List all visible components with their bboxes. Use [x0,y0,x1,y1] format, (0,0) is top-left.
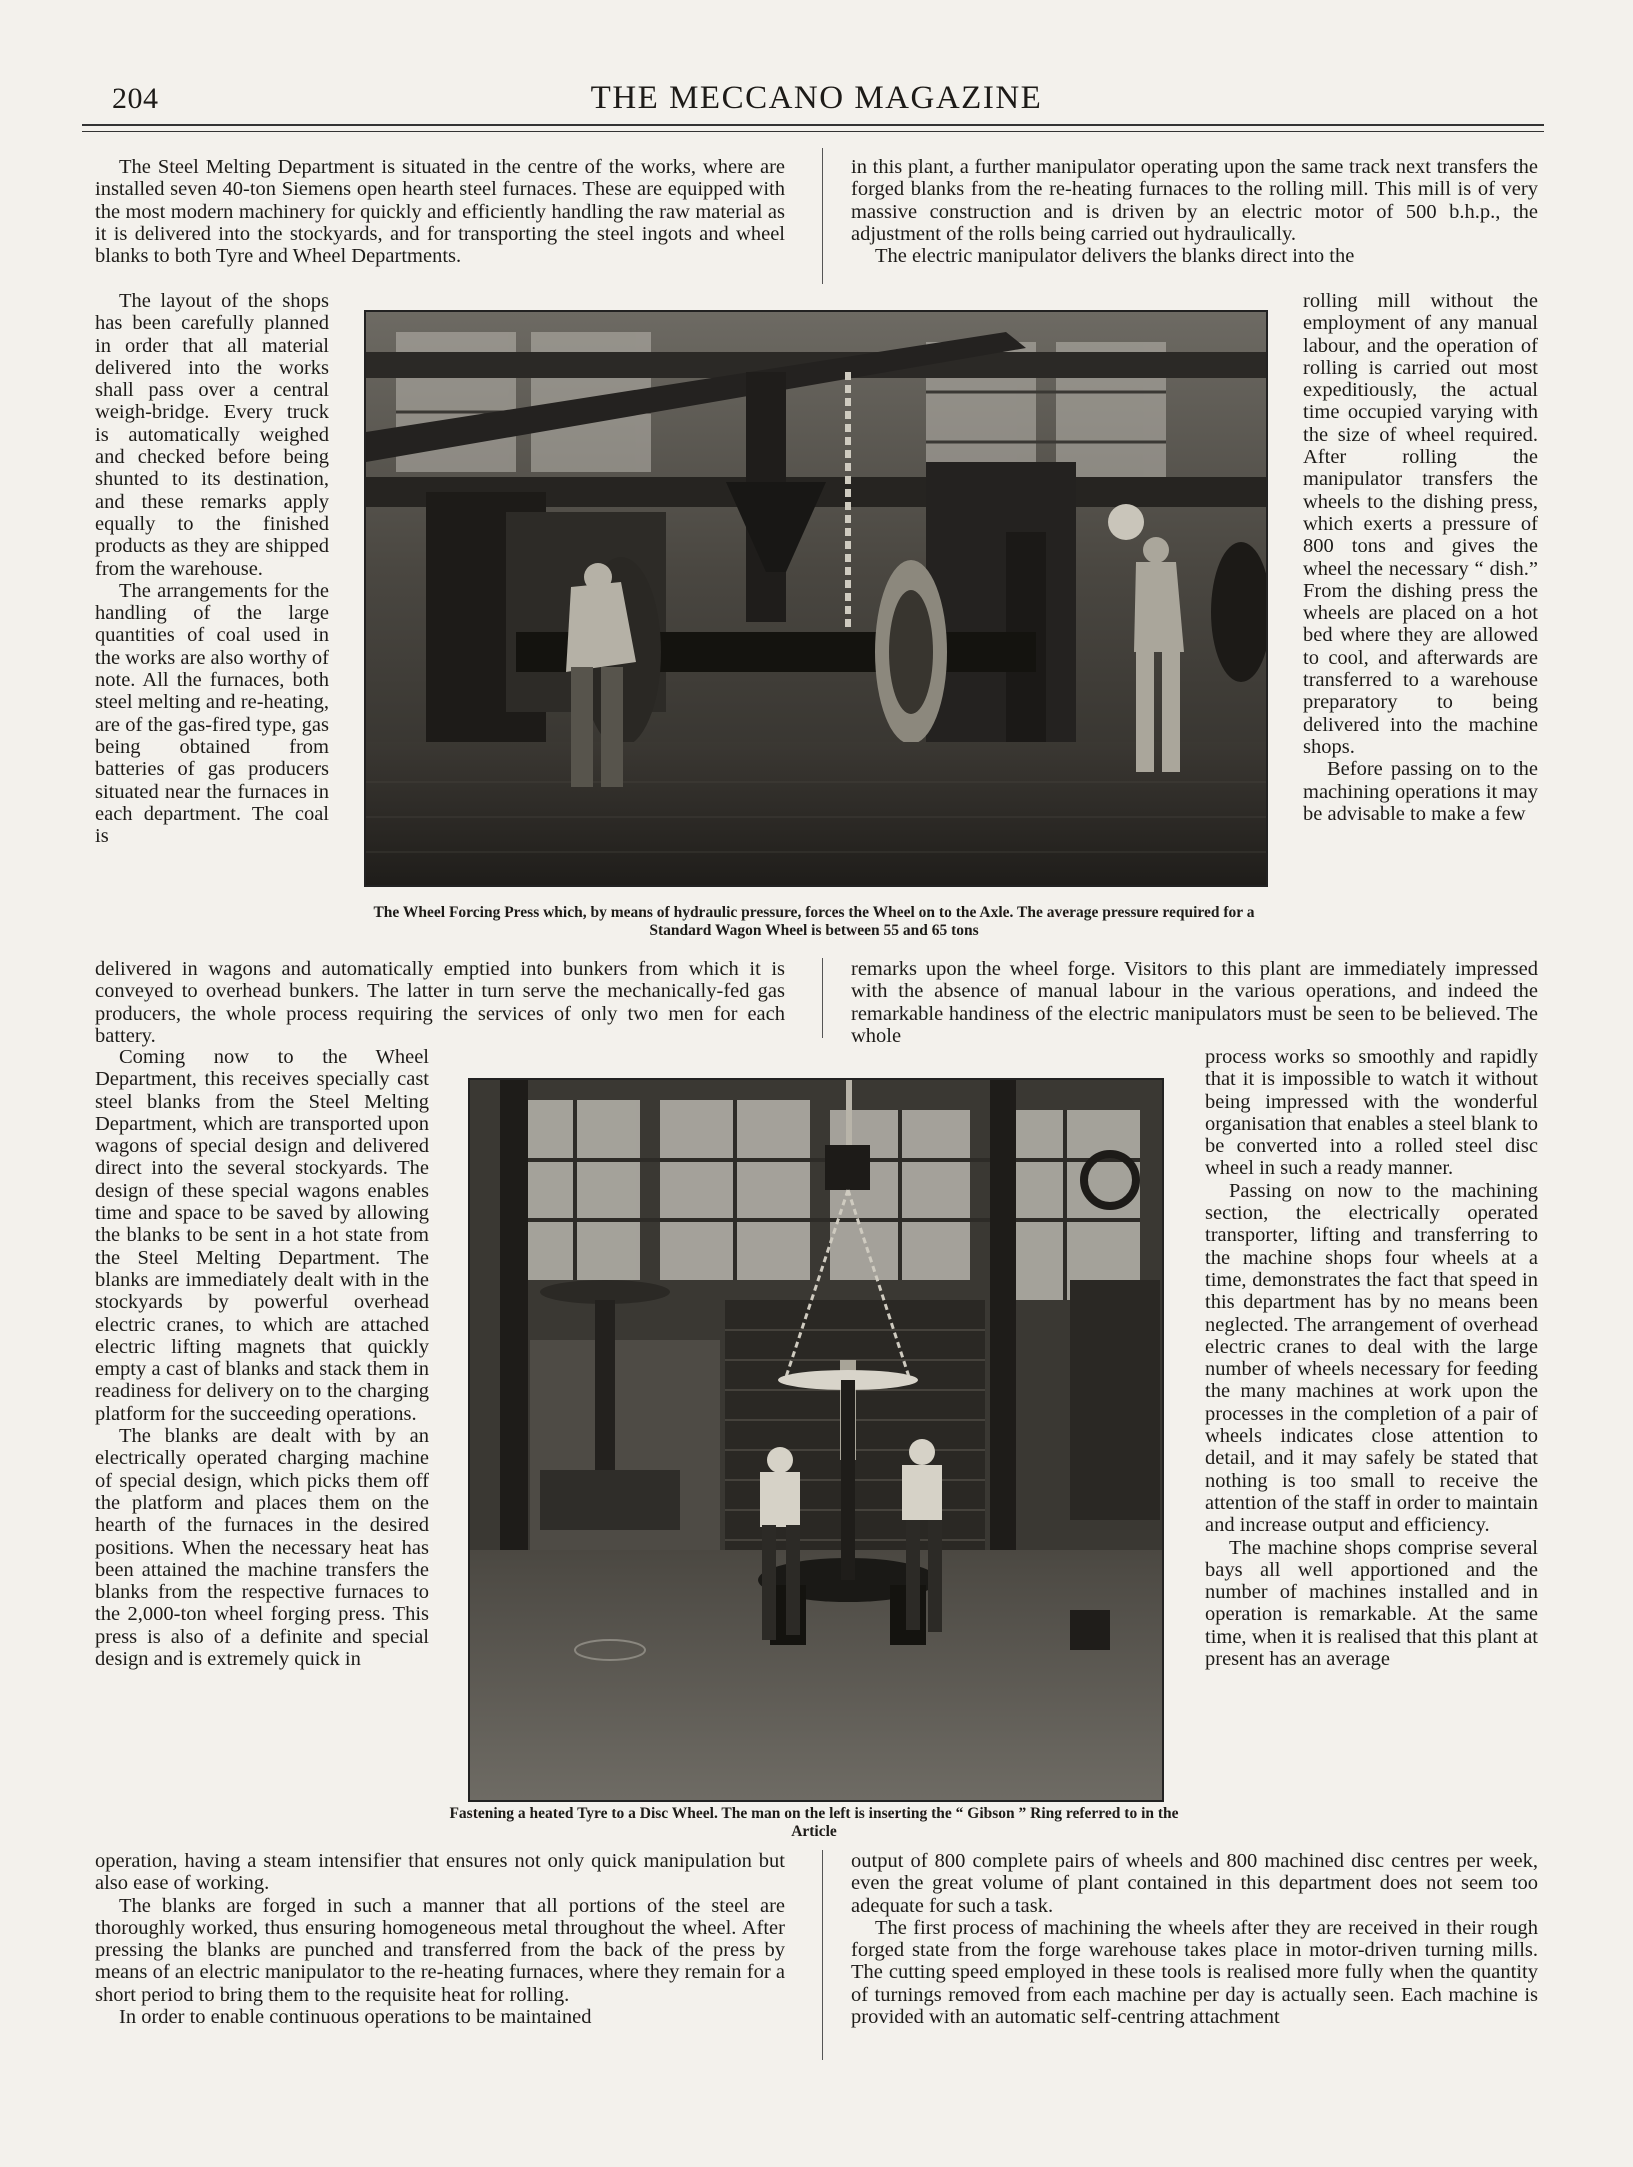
article-column-left-narrow: The layout of the shops has been carefully planned in order that all material delivered into the works shall pass over a central weigh-bridge. Every truck is automatically weighed and checked before being shunted to its destination, and these remarks apply equally to the finished products as they are shipped from the warehouse. The arrangements for the handling of the large quantities of coal used in the works are also worthy of note. All the furnaces, both steel melting and re-heating, are of the gas-fired type, gas being obtained from batteries of gas producers situated near the furnaces in each department. The coal is [95,290,329,848]
article-column-right-narrow: rolling mill without the employment of any manual labour, and the operation of rolling is carried out most expeditiously, the actual time occupied varying with the size of wheel required. After rolling the manipulator transfers the wheels to the dishing press, which exerts a pressure of 800 tons and gives the wheel the necessary “ dish.” From the dishing press the wheels are placed on a hot bed where they are allowed to cool, and afterwards are transferred to a warehouse preparatory to being delivered into the machine shops. Before passing on to the machining operations it may be advisable to make a few [1303,290,1538,825]
column-divider [822,148,823,284]
article-column-right-narrow-2: process works so smoothly and rapidly that it is impossible to watch it without being impressed with the wonderful organisation that enables a steel blank to be converted into a rolled steel disc wheel in such a ready manner. Passing on now to the machining section, the electrically operated transporter, lifting and transferring to the machine shops four wheels at a time, demonstrates the fact that speed in this department has by no means been neglected. The arrangement of overhead electric cranes to deal with the large number of wheels necessary for feeding the many machines at work upon the processes in the completion of a pair of wheels indicates close attention to detail, and it may safely be stated that nothing is too small to receive the attention of the staff in order to maintain and increase output and efficiency. The machine shops comprise several bays all well apportioned and the number of machines installed and in operation is remarkable. At the same time, when it is realised that this plant at present has an average [1205,1046,1538,1671]
photo-wheel-forcing-press-image [366,312,1266,885]
article-paragraph-left-bottom: operation, having a steam intensifier that ensures not only quick manipulation but also ease of working. The blanks are forged in such a manner that all portions of the steel are thoroughly worked, thus ensuring homogeneous metal throughout the wheel. After pressing the blanks are punched and transferred from the back of the press by means of an electric manipulator to the re-heating furnaces, where they remain for a short period to bring them to the requisite heat for rolling. In order to enable continuous operations to be maintained [95,1850,785,2029]
article-paragraph-right-mid: remarks upon the wheel forge. Visitors to this plant are immediately impressed with the absence of manual labour in the various operations, and indeed the remarkable handiness of the electric manipulators must be seen to be believed. The whole [851,958,1538,1047]
figure-caption: Fastening a heated Tyre to a Disc Wheel. The man on the left is inserting the “ Gibson ” Ring referred to in the Article [449,1805,1179,1840]
column-divider [822,1850,823,2060]
article-column-left-narrow-2: Coming now to the Wheel Department, this receives specially cast steel blanks from the Steel Melting Department, which are transported upon wagons of special design and delivered direct into the several stockyards. The design of these special wagons enables time and space to be saved by allowing the blanks to be sent in a hot state from the Steel Melting Department. The blanks are immediately dealt with in the stockyards by powerful overhead electric cranes, to which are attached electric lifting magnets that quickly empty a cast of blanks and stack them in readiness for delivery on to the charging platform for the succeeding operations. The blanks are dealt with by an electrically operated charging machine of special design, which picks them off the platform and places them on the hearth of the furnaces in the desired positions. When the necessary heat has been attained the machine transfers the blanks from the respective furnaces to the 2,000-ton wheel forging press. This press is also of a definite and special design and is extremely quick in [95,1046,429,1671]
column-divider [822,958,823,1038]
article-paragraph-right-bottom: output of 800 complete pairs of wheels and 800 machined disc centres per week, even the great volume of plant contained in this department does not seem too adequate for such a task. The first process of machining the wheels after they are received in their rough forged state from the forge warehouse takes place in motor-driven turning mills. The cutting speed employed in these tools is realised more fully when the quantity of turnings removed from each machine per day is actually seen. Each machine is provided with an automatic self-centring attachment [851,1850,1538,2029]
page-number: 204 [112,82,159,115]
magazine-title: THE MECCANO MAGAZINE [590,80,1043,116]
photo-fastening-tyre-image [470,1080,1162,1800]
photo-fastening-tyre [468,1078,1164,1802]
article-paragraph-right-top: in this plant, a further manipulator operating upon the same track next transfers the forged blanks from the re-heating furnaces to the rolling mill. This mill is of very massive construction and is driven by an electric motor of 500 b.h.p., the adjustment of the rolls being carried out hydraulically. The electric manipulator delivers the blanks direct into the [851,156,1538,268]
photo-wheel-forcing-press [364,310,1268,887]
header-rule-top [82,124,1544,126]
figure-caption: The Wheel Forcing Press which, by means of hydraulic pressure, forces the Wheel on to the Axle. The average pressure required for a Standard Wagon Wheel is between 55 and 65 tons [373,904,1255,939]
article-paragraph-left-mid: delivered in wagons and automatically emptied into bunkers from which it is conveyed to overhead bunkers. The latter in turn serve the mechanically-fed gas producers, the whole process requiring the services of only two men for each battery. [95,958,785,1047]
header-rule-bottom [82,131,1544,132]
article-paragraph-left-top: The Steel Melting Department is situated in the centre of the works, where are installed seven 40-ton Siemens open hearth steel furnaces. These are equipped with the most modern machinery for quickly and efficiently handling the raw material as it is delivered into the stockyards, and for transporting the steel ingots and wheel blanks to both Tyre and Wheel Departments. [95,156,785,268]
